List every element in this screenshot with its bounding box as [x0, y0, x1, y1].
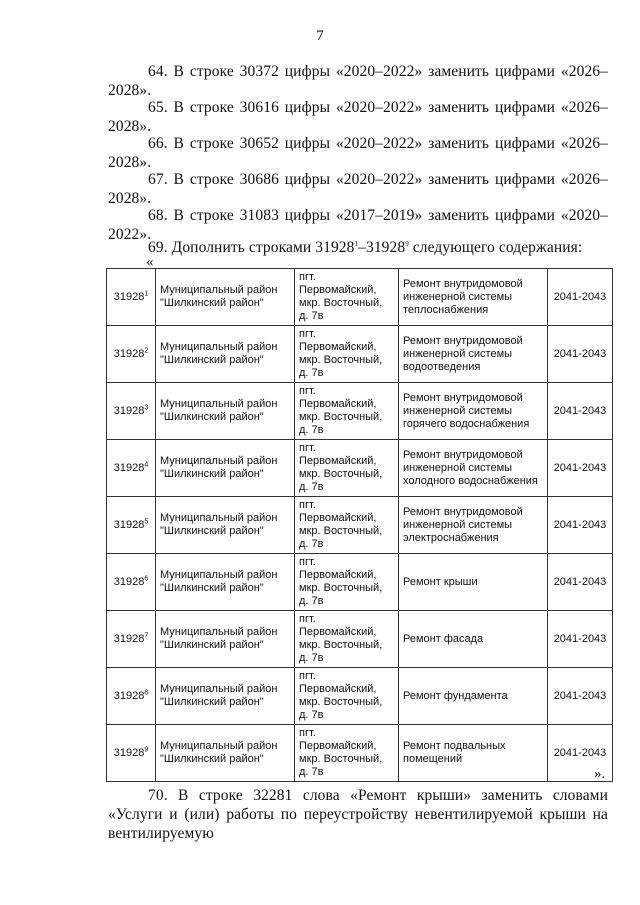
rows-table	[106, 268, 613, 782]
paragraph-64: 64. В строке 30372 цифры «2020–2022» заменить цифрами «2026–2028».	[108, 63, 608, 99]
address-cell: пгт. Первомайский, мкр. Восточный, д. 7в	[295, 440, 399, 497]
municipality-cell: Муниципальный район "Шилкинский район"	[156, 269, 295, 326]
municipality-cell: Муниципальный район "Шилкинский район"	[156, 668, 295, 725]
years-cell: 2041-2043	[548, 269, 613, 326]
table-row	[107, 725, 613, 782]
row-number-superscript: 4	[144, 460, 149, 468]
work-type-cell: Ремонт внутридомовой инженерной системы водоотведения	[399, 326, 548, 383]
row-number-base: 31928	[113, 575, 145, 588]
opening-quote: «	[146, 254, 154, 270]
table-row	[107, 554, 613, 611]
row-number-superscript: 8	[144, 688, 149, 696]
address-cell: пгт. Первомайский, мкр. Восточный, д. 7в	[295, 725, 399, 782]
table-row	[107, 668, 613, 725]
address-cell: пгт. Первомайский, мкр. Восточный, д. 7в	[295, 383, 399, 440]
row-number-base: 31928	[113, 290, 145, 303]
row-number-base: 31928	[113, 347, 145, 360]
years-cell: 2041-2043	[548, 383, 613, 440]
row-number	[107, 383, 156, 440]
years-cell: 2041-2043	[548, 668, 613, 725]
row-number-base: 31928	[113, 689, 145, 702]
row-number-base: 31928	[113, 518, 145, 531]
row-number-superscript: 5	[144, 517, 149, 525]
address-cell: пгт. Первомайский, мкр. Восточный, д. 7в	[295, 554, 399, 611]
row-number	[107, 440, 156, 497]
table-row	[107, 269, 613, 326]
rows-table-body	[107, 269, 613, 782]
row-number	[107, 326, 156, 383]
row-number-base: 31928	[113, 404, 145, 417]
municipality-cell: Муниципальный район "Шилкинский район"	[156, 611, 295, 668]
municipality-cell: Муниципальный район "Шилкинский район"	[156, 383, 295, 440]
table-row	[107, 383, 613, 440]
row-number	[107, 611, 156, 668]
work-type-cell: Ремонт внутридомовой инженерной системы холодного водоснабжения	[399, 440, 548, 497]
address-cell: пгт. Первомайский, мкр. Восточный, д. 7в	[295, 497, 399, 554]
row-number-superscript: 7	[144, 631, 149, 639]
paragraph-70: 70. В строке 32281 слова «Ремонт крыши» заменить словами «Услуги и (или) работы по переустройству невентилируемой крыши на вентилируемую	[108, 787, 608, 842]
municipality-cell: Муниципальный район "Шилкинский район"	[156, 554, 295, 611]
municipality-cell: Муниципальный район "Шилкинский район"	[156, 497, 295, 554]
work-type-cell: Ремонт подвальных помещений	[399, 725, 548, 782]
municipality-cell: Муниципальный район "Шилкинский район"	[156, 440, 295, 497]
address-cell: пгт. Первомайский, мкр. Восточный, д. 7в	[295, 269, 399, 326]
address-cell: пгт. Первомайский, мкр. Восточный, д. 7в	[295, 611, 399, 668]
page-number: 7	[316, 28, 324, 44]
paragraph-69-sup-first: 1	[354, 239, 359, 248]
row-number-superscript: 3	[144, 403, 149, 411]
municipality-cell: Муниципальный район "Шилкинский район"	[156, 725, 295, 782]
row-number	[107, 668, 156, 725]
row-number-superscript: 1	[144, 289, 149, 297]
work-type-cell: Ремонт внутридомовой инженерной системы теплоснабжения	[399, 269, 548, 326]
table-row	[107, 440, 613, 497]
paragraph-66: 66. В строке 30652 цифры «2020–2022» заменить цифрами «2026–2028».	[108, 135, 608, 171]
paragraph-69-dash: –31928	[358, 239, 406, 256]
row-number-base: 31928	[113, 632, 145, 645]
address-cell: пгт. Первомайский, мкр. Восточный, д. 7в	[295, 326, 399, 383]
years-cell: 2041-2043	[548, 497, 613, 554]
years-cell: 2041-2043	[548, 440, 613, 497]
paragraph-69-suffix: следующего содержания:	[408, 239, 583, 256]
paragraph-65: 65. В строке 30616 цифры «2020–2022» заменить цифрами «2026–2028».	[108, 99, 608, 135]
paragraph-69-sup-last: 9	[405, 239, 409, 248]
address-cell: пгт. Первомайский, мкр. Восточный, д. 7в	[295, 668, 399, 725]
row-number	[107, 725, 156, 782]
row-number	[107, 497, 156, 554]
years-cell: 2041-2043	[548, 554, 613, 611]
row-number	[107, 554, 156, 611]
row-number-base: 31928	[113, 746, 145, 759]
paragraph-69-prefix: 69. Дополнить строками 31928	[148, 239, 355, 256]
row-number-superscript: 9	[144, 745, 149, 753]
paragraph-68: 68. В строке 31083 цифры «2017–2019» заменить цифрами «2020–2022».	[108, 207, 608, 243]
row-number	[107, 269, 156, 326]
work-type-cell: Ремонт крыши	[399, 554, 548, 611]
row-number-superscript: 6	[144, 574, 149, 582]
work-type-cell: Ремонт фундамента	[399, 668, 548, 725]
table-row	[107, 611, 613, 668]
years-cell: 2041-2043	[548, 611, 613, 668]
years-cell: 2041-2043	[548, 725, 613, 782]
work-type-cell: Ремонт внутридомовой инженерной системы горячего водоснабжения	[399, 383, 548, 440]
municipality-cell: Муниципальный район "Шилкинский район"	[156, 326, 295, 383]
row-number-superscript: 2	[144, 346, 149, 354]
years-cell: 2041-2043	[548, 326, 613, 383]
work-type-cell: Ремонт фасада	[399, 611, 548, 668]
paragraph-67: 67. В строке 30686 цифры «2020–2022» заменить цифрами «2026–2028».	[108, 171, 608, 207]
work-type-cell: Ремонт внутридомовой инженерной системы электроснабжения	[399, 497, 548, 554]
row-number-base: 31928	[113, 461, 145, 474]
table-row	[107, 326, 613, 383]
table-row	[107, 497, 613, 554]
closing-quote: ».	[594, 766, 606, 782]
paragraph-69	[108, 238, 608, 257]
